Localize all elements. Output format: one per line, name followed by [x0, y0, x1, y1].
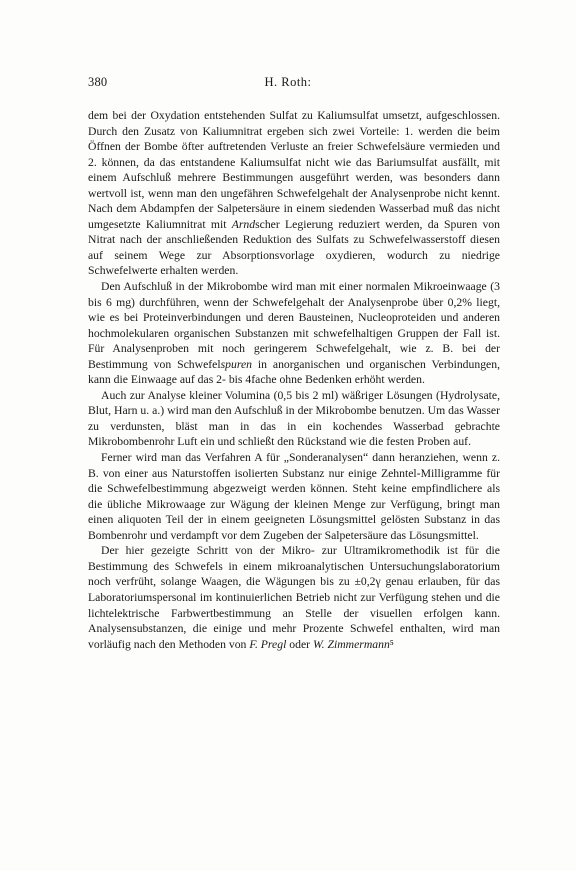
paragraph-2-text-b: in anorganischen und organischen Verbindungen, kann die Einwaage auf das 2- bis 4fache ohne Bedenken erhöht werden. [88, 357, 500, 387]
paragraph-1 [88, 108, 500, 279]
paragraph-1-text-a: dem bei der Oxydation entstehenden Sulfat zu Kaliumsulfat umsetzt, aufgeschlossen. Durch den Zusatz von Kaliumnitrat ergeben sich zwei Vorteile: 1. werden die beim Öffnen der Bombe öfter auftretenden Verluste an freier Schwefelsäure vermieden und 2. können, da das entstandene Kaliumsulfat nicht wie das Bariumsulfat ausfällt, mit einem Aufschluß mehrere Bestimmungen ausgeführt werden, was besonders dann wertvoll ist, wenn man den ungefähren Schwefelgehalt der Analysenprobe nicht kennt. Nach dem Abdampfen der Salpetersäure in einem siedenden Wasserbad muß das nicht umgesetzte Kaliumnitrat mit [88, 109, 500, 231]
paragraph-5 [88, 543, 500, 652]
paragraph-1-italic-a: Arnd [231, 217, 256, 231]
paragraph-3-text: Auch zur Analyse kleiner Volumina (0,5 bis 2 ml) wäßriger Lösungen (Hydrolysate, Blut, Harn u. a.) wird man den Aufschluß in der Mikrobombe benutzen. Um das Wasser zu verdunsten, bläst man in das in ein kochendes Wasserbad gebrachte Mikrobombenrohr Luft ein und schließt den Rückstand wie die festen Proben auf. [88, 388, 500, 449]
paragraph-5-footnote-ref: ⁵ [389, 637, 394, 651]
paragraph-5-italic-a: F. Pregl [249, 637, 287, 651]
page-number: 380 [88, 75, 108, 89]
body-text [88, 108, 500, 652]
paragraph-2 [88, 279, 500, 388]
paragraph-3 [88, 388, 500, 450]
paragraph-1-text-b: scher Legierung reduziert werden, da Spuren von Nitrat nach der anschließenden Reduktion des Sulfats zu Schwefelwasserstoff diesen auf seinem Wege zur Absorptionsvorlage oxydieren, wodurch zu niedrige Schwefelwerte erhalten werden. [88, 217, 500, 278]
paragraph-5-italic-b: W. Zimmermann [312, 637, 390, 651]
running-head: H. Roth: [264, 75, 312, 89]
paragraph-5-text-a: Der hier gezeigte Schritt von der Mikro- zur Ultramikromethodik ist für die Bestimmung des Schwefels in einem mikroanalytischen Untersuchungslaboratorium noch verfrüht, solange Waagen, die Wägungen bis zu ±0,2γ genau erlauben, für das Laboratoriumspersonal im kontinuierlichen Betrieb nicht zur Verfügung stehen und die lichtelektrische Farbwertbestimmung an Stelle der visuellen erfolgen kann. Analysensubstanzen, die einige und mehr Prozente Schwefel enthalten, wird man vorläufig nach den Methoden von [88, 544, 500, 651]
paragraph-2-text-a: Den Aufschluß in der Mikrobombe wird man mit einer normalen Mikroeinwaage (3 bis 6 mg) durchführen, wenn der Schwefelgehalt der Analysenprobe über 0,2% liegt, wie es bei Proteinverbindungen und deren Bausteinen, Nucleoproteiden und anderen hochmolekularen organischen Substanzen mit schwefelhaltigen Gruppen der Fall ist. Für Analysenproben mit noch geringerem Schwefelgehalt, wie z. B. bei der Bestimmung von Schwefel [88, 280, 500, 371]
paragraph-4-text: Ferner wird man das Verfahren A für „Sonderanalysen“ dann heranziehen, wenn z. B. von einer aus Naturstoffen isolierten Substanz nur einige Zehntel-Milligramme für die Schwefelbestimmung abgezweigt werden können. Steht keine empfindlichere als die übliche Mikrowaage zur Wägung der kleinen Menge zur Verfügung, bringt man einen aliquoten Teil der in einem geeigneten Lösungsmittel gelösten Substanz in das Bombenrohr und verdampft vor dem Zugeben der Salpetersäure das Lösungsmittel. [88, 451, 500, 542]
paragraph-5-text-b: oder [286, 637, 313, 651]
paragraph-2-italic-a: spuren [220, 357, 252, 371]
paragraph-4 [88, 450, 500, 543]
